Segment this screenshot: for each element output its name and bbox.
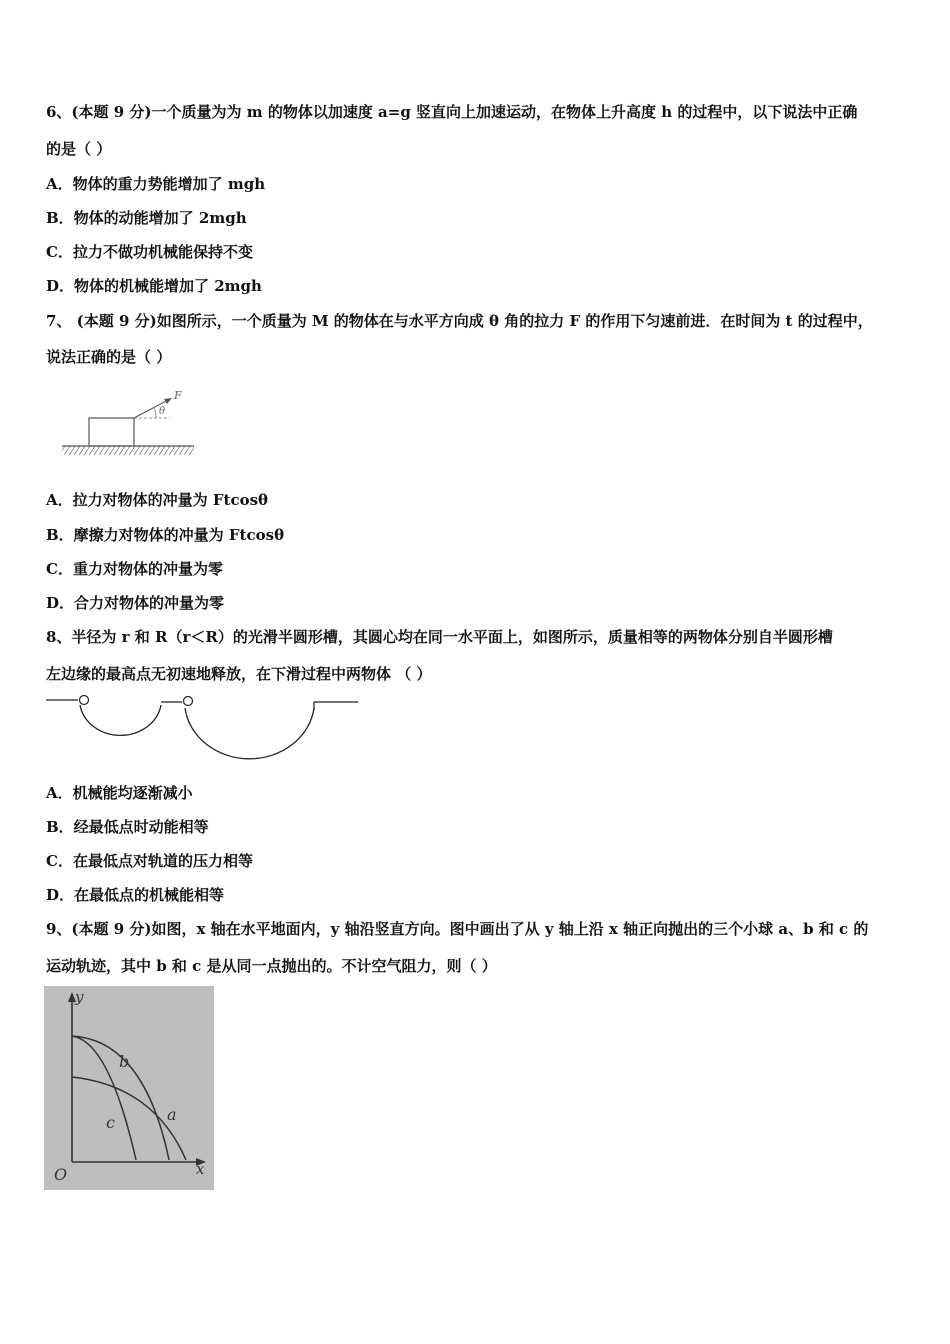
photo-tint <box>44 986 214 1190</box>
question-8-figure <box>42 690 362 770</box>
angle-label: θ <box>159 406 166 417</box>
question-8-option-c: C．在最低点对轨道的压力相等 <box>46 852 253 870</box>
curve-label-a: a <box>167 1105 177 1124</box>
ground-hatch <box>62 446 194 455</box>
question-7-stem-line-2: 说法正确的是（ ） <box>46 348 172 366</box>
question-7-option-a: A．拉力对物体的冲量为 Ftcosθ <box>46 491 269 509</box>
curve-label-b: b <box>119 1052 130 1071</box>
question-6-option-b: B．物体的动能增加了 2mgh <box>46 209 247 227</box>
block <box>89 418 134 446</box>
question-8-option-d: D．在最低点的机械能相等 <box>46 886 225 904</box>
force-label: F <box>174 389 182 402</box>
question-8-option-b: B．经最低点时动能相等 <box>46 818 209 836</box>
question-7-option-c: C．重力对物体的冲量为零 <box>46 560 223 578</box>
question-9-stem-line-2: 运动轨迹，其中 b 和 c 是从同一点抛出的。不计空气阻力，则（ ） <box>46 957 497 975</box>
question-6-option-c: C．拉力不做功机械能保持不变 <box>46 243 253 261</box>
angle-arc <box>154 408 156 418</box>
ball-large-groove <box>184 697 193 706</box>
question-9-stem-line-1: 9、(本题 9 分)如图，x 轴在水平地面内，y 轴沿竖直方向。图中画出了从 y 轴上沿 x 轴正向抛出的三个小球 a、b 和 c 的 <box>46 920 869 938</box>
question-7-stem-line-1: 7、 (本题 9 分)如图所示，一个质量为 M 的物体在与水平方向成 θ 角的拉力 F 的作用下匀速前进．在时间为 t 的过程中， <box>46 312 873 330</box>
question-6-stem-line-1: 6、(本题 9 分)一个质量为为 m 的物体以加速度 a=g 竖直向上加速运动，在物体上升高度 h 的过程中，以下说法中正确 <box>46 103 858 121</box>
question-6-stem-line-2: 的是（ ） <box>46 140 112 158</box>
ball-small-groove <box>80 696 89 705</box>
question-8-stem-line-1: 8、半径为 r 和 R（r＜R）的光滑半圆形槽，其圆心均在同一水平面上，如图所示，质量相等的两物体分别自半圆形槽 <box>46 628 833 646</box>
question-9-figure <box>44 986 214 1190</box>
question-7-option-b: B．摩擦力对物体的冲量为 Ftcosθ <box>46 526 285 544</box>
origin-label: O <box>54 1165 68 1184</box>
small-semicircle-groove <box>80 705 161 735</box>
y-axis-label: y <box>75 988 84 1006</box>
curve-label-c: c <box>106 1113 115 1132</box>
question-8-option-a: A．机械能均逐渐减小 <box>46 784 193 802</box>
question-6-option-a: A．物体的重力势能增加了 mgh <box>46 175 266 193</box>
question-7-option-d: D．合力对物体的冲量为零 <box>46 594 225 612</box>
question-8-stem-line-2: 左边缘的最高点无初速地释放，在下滑过程中两物体 （ ） <box>46 665 432 683</box>
x-axis-label: x <box>196 1160 205 1178</box>
question-6-option-d: D．物体的机械能增加了 2mgh <box>46 277 262 295</box>
question-7-figure <box>58 385 200 463</box>
large-semicircle-groove <box>185 708 314 759</box>
